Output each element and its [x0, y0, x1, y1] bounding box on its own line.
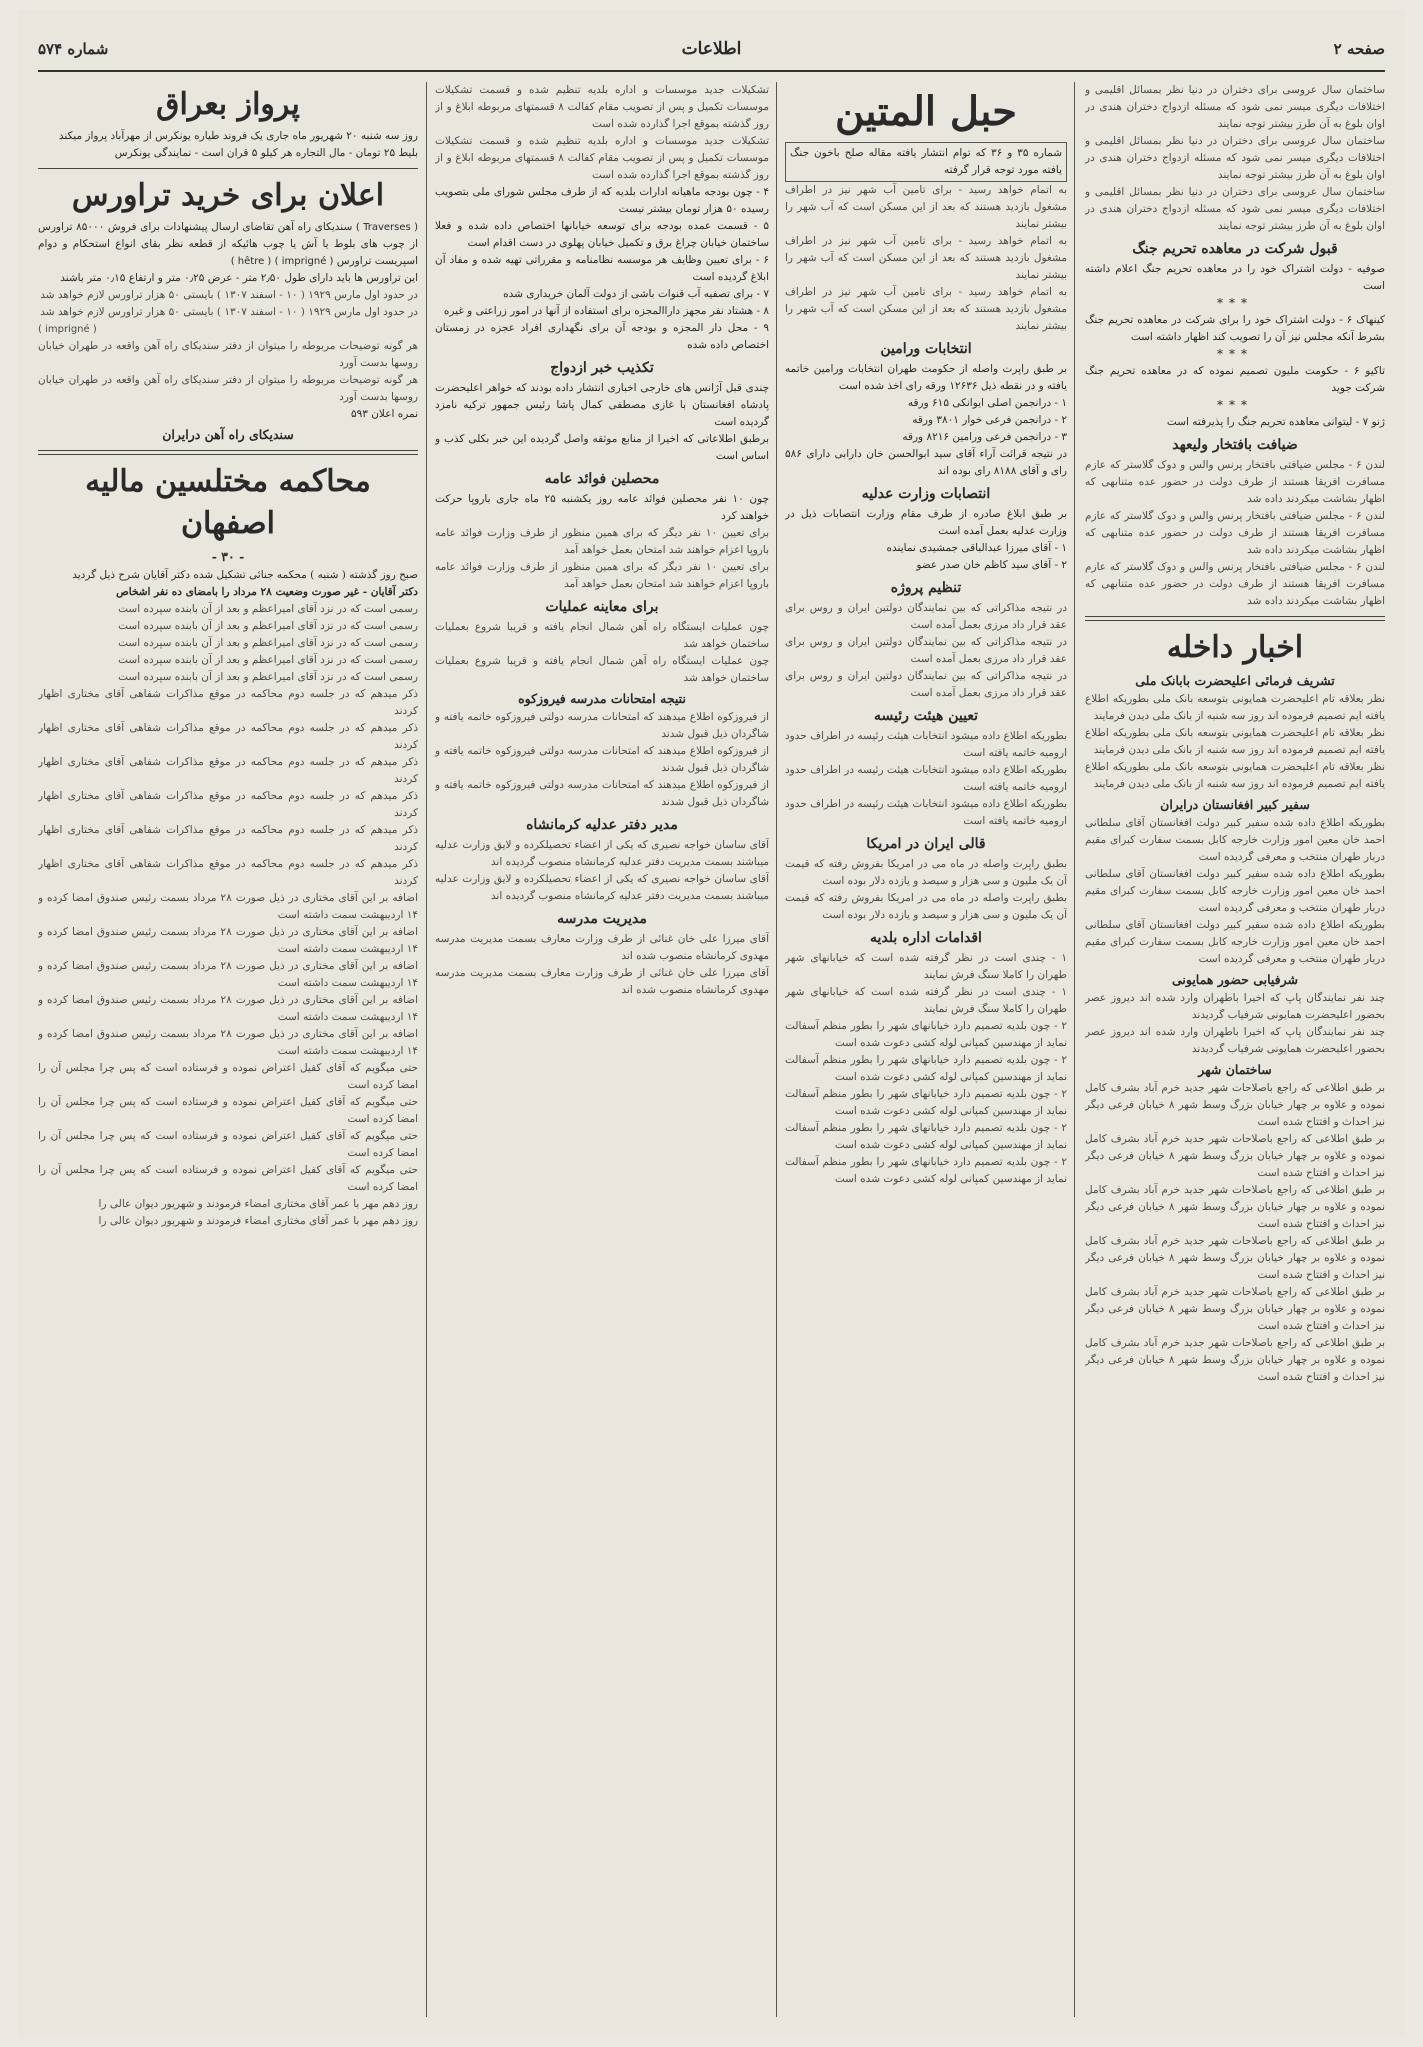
text-mohakeme-4: اضافه بر این آقای مختاری در ذیل صورت ۲۸ مرداد بسمت رئیس صندوق امضا کرده و ۱۴ اردیبهشت سمت داشته است اضافه بر این آقای مختاری در ذیل صورت ۲۸ مرداد بسمت رئیس صندوق امضا کرده و ۱۴ اردیبهشت سمت داشته است اضافه بر این آقای مختاری در ذیل صورت ۲۸ مرداد بسمت رئیس صندوق امضا کرده و ۱۴ اردیبهشت سمت داشته است اضافه بر این آقای مختاری در ذیل صورت ۲۸ مرداد بسمت رئیس صندوق امضا کرده و ۱۴ اردیبهشت سمت داشته است اضافه بر این آقای مختاری در ذیل صورت ۲۸ مرداد بسمت رئیس صندوق امضا کرده و ۱۴ اردیبهشت سمت داشته است	[38, 892, 418, 1057]
text-moayene: چون عملیات ایستگاه راه آهن شمال انجام یافته و قریبا شروع بعملیات ساختمان خواهد شد چون عملیات ایستگاه راه آهن شمال انجام یافته و قریبا شروع بعملیات ساختمان خواهد شد	[435, 621, 769, 684]
text-hablolmatin-intro: شماره ۳۵ و ۳۶ که توام انتشار یافته مقاله صلح باخون جنگ یافته مورد توجه قرار گرفته	[785, 142, 1067, 182]
item-6: ۶ - برای تعیین وظایف هر موسسه نظامنامه و مقرراتی تهیه شده و مفاد آن ابلاغ گردیده است	[435, 254, 769, 283]
text-entesabat: بر طبق ابلاغ صادره از طرف مقام وزارت انتصابات ذیل در وزارت عدلیه بعمل آمده است	[785, 508, 1067, 537]
text-safir: بطوریکه اطلاع داده شده سفیر کبیر دولت افغانستان آقای سلطانی احمد خان معین امور وزارت خارجه کابل بسمت سفارت کبرای مقیم دربار طهران منتخب و معرفی گردیده است بطوریکه اطلاع داده شده سفیر کبیر دولت افغانستان آقای سلطانی احمد خان معین امور وزارت خارجه کابل بسمت سفارت کبرای مقیم دربار طهران منتخب و معرفی گردیده است بطوریکه اطلاع داده شده سفیر کبیر دولت افغانستان آقای سلطانی احمد خان معین امور وزارت خارجه کابل بسمت سفارت کبرای مقیم دربار طهران منتخب و معرفی گردیده است	[1085, 817, 1385, 965]
text-kenya: کینهاک ۶ - دولت اشتراک خود را برای شرکت در معاهده تحریم جنگ بشرط آنکه مجلس نیز آن را تصویب کند اظهار داشته است	[1085, 314, 1385, 343]
headline-takzib: تکذیب خبر ازدواج	[550, 360, 654, 376]
ad-number: نمره اعلان ۵۹۳	[350, 408, 418, 420]
divider	[38, 450, 418, 455]
text-sharafyabi: چند نفر نمایندگان پاپ که اخیرا باطهران وارد شده اند دیروز عصر بحضور اعلیحضرت همایونی شرفیاب گردیدند چند نفر نمایندگان پاپ که اخیرا باطهران وارد شده اند دیروز عصر بحضور اعلیحضرت همایونی شرفیاب گردیدند	[1085, 992, 1385, 1055]
column-4	[38, 82, 418, 2017]
column-rule	[1074, 82, 1075, 2017]
section-title-domestic: اخبار داخله	[1166, 630, 1304, 665]
text-mohakeme-head: دکتر آقایان - غیر صورت وضعیت ۲۸ مرداد را بامضای ده نفر اشخاص	[116, 586, 418, 598]
headline-sharafyabi: شرفیابی حضور همایونی	[1171, 972, 1299, 987]
ad-signature: سندیکای راه آهن درایران	[162, 427, 294, 442]
item-4: ۴ - چون بودجه ماهیانه ادارات بلدیه که از طرف مجلس شورای ملی بتصویب رسیده ۵۰ هزار تومان بیشتر نیست	[435, 186, 769, 215]
headline-entekhabat: انتخابات ورامین	[880, 341, 972, 357]
mohakeme-session-number: - ۳۰ -	[211, 549, 245, 564]
newspaper-page	[18, 10, 1405, 2037]
text-modir: آقای ساسان خواجه نصیری که یکی از اعضاء تحصیلکرده و لایق وزارت عدلیه میباشند بسمت مدیریت دفتر عدلیه کرمانشاه منصوب گردیده اند آقای ساسان خواجه نصیری که یکی از اعضاء تحصیلکرده و لایق وزارت عدلیه میباشند بسمت مدیریت دفتر عدلیه کرمانشاه منصوب گردیده اند	[435, 839, 769, 902]
text-mohakeme-3: ذکر میدهم که در جلسه دوم محاکمه در موقع مذاکرات شفاهی آقای مختاری اظهار کردند ذکر میدهم که در جلسه دوم محاکمه در موقع مذاکرات شفاهی آقای مختاری اظهار کردند ذکر میدهم که در جلسه دوم محاکمه در موقع مذاکرات شفاهی آقای مختاری اظهار کردند ذکر میدهم که در جلسه دوم محاکمه در موقع مذاکرات شفاهی آقای مختاری اظهار کردند ذکر میدهم که در جلسه دوم محاکمه در موقع مذاکرات شفاهی آقای مختاری اظهار کردند ذکر میدهم که در جلسه دوم محاکمه در موقع مذاکرات شفاهی آقای مختاری اظهار کردند	[38, 688, 418, 887]
headline-elan: اعلان برای خرید تراورس	[71, 178, 385, 213]
item-8: ۸ - هشتاد نفر مجهز داراالمجزه برای استفاده از آنها در امور زراعتی و غیره	[443, 305, 769, 317]
text-natije: از فیروزکوه اطلاع میدهند که امتحانات مدرسه دولتی فیروزکوه خاتمه یافته و شاگردان ذیل قبول شدند از فیروزکوه اطلاع میدهند که امتحانات مدرسه دولتی فیروزکوه خاتمه یافته و شاگردان ذیل قبول شدند از فیروزکوه اطلاع میدهند که امتحانات مدرسه دولتی فیروزکوه خاتمه یافته و شاگردان ذیل قبول شدند	[435, 711, 769, 808]
latin-term: ( Traverses )	[355, 222, 418, 233]
article-intro: ساختمان سال عروسی برای دختران در دنیا نظر بمسائل اقلیمی و اختلافات دیگری میسر نمی شود که مسئله ازدواج دختران هندی در اوان بلوغ به آن طرز بیشتر توجه نمایند ساختمان سال عروسی برای دختران در دنیا نظر بمسائل اقلیمی و اختلافات دیگری میسر نمی شود که مسئله ازدواج دختران هندی در اوان بلوغ به آن طرز بیشتر توجه نمایند ساختمان سال عروسی برای دختران در دنیا نظر بمسائل اقلیمی و اختلافات دیگری میسر نمی شود که مسئله ازدواج دختران هندی در اوان بلوغ به آن طرز بیشتر توجه نمایند	[1085, 84, 1385, 232]
text-mohakeme-6: روز دهم مهر با عمر آقای مختاری امضاء فرمودند و شهریور دیوان عالی را روز دهم مهر با عمر آقای مختاری امضاء فرمودند و شهریور دیوان عالی را	[98, 1198, 418, 1227]
headline-modiriat: مدیریت مدرسه	[557, 911, 647, 927]
text-result: در نتیجه قرائت آراء آقای سید ابوالحسن خان دارابی دارای ۵۸۶ رای و آقای ۸۱۸۸ رای بوده اند	[785, 448, 1067, 477]
text-mohakeme-5: حتی میگویم که آقای کفیل اعتراض نموده و فرستاده است که پس چرا مجلس آن را امضا کرده است حتی میگویم که آقای کفیل اعتراض نموده و فرستاده است که پس چرا مجلس آن را امضا کرده است حتی میگویم که آقای کفیل اعتراض نموده و فرستاده است که پس چرا مجلس آن را امضا کرده است حتی میگویم که آقای کفیل اعتراض نموده و فرستاده است که پس چرا مجلس آن را امضا کرده است	[38, 1062, 418, 1193]
separator-stars: ***	[1217, 398, 1253, 412]
text-elan-3: در حدود اول مارس ۱۹۲۹ ( ۱۰ - اسفند ۱۳۰۷ ) بایستی ۵۰ هزار تراورس لازم خواهد شد در حدود اول مارس ۱۹۲۹ ( ۱۰ - اسفند ۱۳۰۷ ) بایستی ۵۰ هزار تراورس لازم خواهد شد ( imprigné )	[38, 287, 418, 338]
item-9: ۹ - محل دار المجزه و بودجه آن برای نگهداری افراد عجزه در زمستان اختصاص داده شده	[435, 322, 769, 351]
column-3	[435, 82, 769, 2017]
text-ghabul: صوفیه - دولت اشتراک خود را در معاهده تحریم جنگ اعلام داشته است	[1085, 263, 1385, 292]
text-modiriat: آقای میرزا علی خان غنائی از طرف وزارت معارف بسمت مدیریت مدرسه مهدوی کرمانشاه منصوب شده اند آقای میرزا علی خان غنائی از طرف وزارت معارف بسمت مدیریت مدرسه مهدوی کرمانشاه منصوب شده اند	[435, 933, 769, 996]
column-rule	[426, 82, 427, 2017]
result-line-1: ۱ - درانجمن اصلی ایوانکی ۶۱۵ ورقه	[907, 397, 1067, 409]
page-header	[38, 28, 1385, 72]
text-elan-4: هر گونه توضیحات مربوطه را میتوان از دفتر سندیکای راه آهن واقعه در طهران خیابان روسها بدست آورد هر گونه توضیحات مربوطه را میتوان از دفتر سندیکای راه آهن واقعه در طهران خیابان روسها بدست آورد	[38, 340, 418, 403]
result-line-2: ۲ - درانجمن فرعی خوار ۳۸۰۱ ورقه	[912, 414, 1067, 426]
headline-tanzim: تنظیم پروژه	[890, 580, 962, 596]
text-takzib: چندی قبل آژانس های خارجی اخباری انتشار داده بودند که خواهر اعلیحضرت پادشاه افغانستان با غازی مصطفی کمال پاشا رئیس جمهور ترکیه نامزد گردیده است	[435, 382, 769, 428]
headline-ghali: قالی ایران در امریکا	[866, 836, 986, 852]
text-ziafat: لندن ۶ - مجلس ضیافتی بافتخار پرنس والس و دوک گلاستر که عازم مسافرت افریقا هستند از طرف دولت در حضور عده متنابهی که اظهار بشاشت میکردند داده شد لندن ۶ - مجلس ضیافتی بافتخار پرنس والس و دوک گلاستر که عازم مسافرت افریقا هستند از طرف دولت در حضور عده متنابهی که اظهار بشاشت میکردند داده شد لندن ۶ - مجلس ضیافتی بافتخار پرنس والس و دوک گلاستر که عازم مسافرت افریقا هستند از طرف دولت در حضور عده متنابهی که اظهار بشاشت میکردند داده شد	[1085, 459, 1385, 607]
text-elan: ( Traverses ) سندیکای راه آهن تقاضای ارسال پیشنهادات برای فروش ۸۵۰۰۰ تراورس از چوب های بلوط یا آش یا چوب هائیکه از قطعه نظر بقای انواع استحکام و دوام اسپریست تراورس ( hêtre ) ( imprigné )	[38, 221, 418, 267]
headline-tashrif: تشریف فرمائی اعلیحضرت بابانک ملی	[1135, 673, 1335, 688]
page-number: صفحه ۲	[1333, 40, 1385, 58]
headline-entesabat: انتصابات وزارت عدلیه	[861, 486, 991, 502]
text-eghdamat: ۱ - چندی است در نظر گرفته شده است که خیابانهای شهر طهران را کاملا سنگ فرش نمایند ۱ - چندی است در نظر گرفته شده است که خیابانهای شهر طهران را کاملا سنگ فرش نمایند ۲ - چون بلدیه تصمیم دارد خیابانهای شهر را بطور منظم آسفالت نماید از مهندسین کمپانی لوله کشی دعوت شده است ۲ - چون بلدیه تصمیم دارد خیابانهای شهر را بطور منظم آسفالت نماید از مهندسین کمپانی لوله کشی دعوت شده است ۲ - چون بلدیه تصمیم دارد خیابانهای شهر را بطور منظم آسفالت نماید از مهندسین کمپانی لوله کشی دعوت شده است ۲ - چون بلدیه تصمیم دارد خیابانهای شهر را بطور منظم آسفالت نماید از مهندسین کمپانی لوله کشی دعوت شده است ۲ - چون بلدیه تصمیم دارد خیابانهای شهر را بطور منظم آسفالت نماید از مهندسین کمپانی لوله کشی دعوت شده است	[785, 952, 1067, 1185]
text-mohasselin-2: برای تعیین ۱۰ نفر دیگر که برای همین منظور از طرف وزارت فوائد عامه باروپا اعزام خواهند شد امتحان بعمل خواهد آمد برای تعیین ۱۰ نفر دیگر که برای همین منظور از طرف وزارت فوائد عامه باروپا اعزام خواهند شد امتحان بعمل خواهد آمد	[435, 527, 769, 590]
text-parvaz-price: بلیط ۲۵ تومان - مال التجاره هر کیلو ۵ قران است - نمایندگی یونکرس	[114, 147, 418, 159]
item-7: ۷ - برای تصفیه آب قنوات باشی از دولت آلمان خریداری شده	[503, 288, 769, 300]
headline-modir: مدیر دفتر عدلیه کرمانشاه	[526, 817, 678, 833]
headline-ghabul: قبول شرکت در معاهده تحریم جنگ	[1132, 241, 1338, 257]
text-tashkilat: تشکیلات جدید موسسات و اداره بلدیه تنظیم شده و قسمت تشکیلات موسسات تکمیل و پس از تصویب مقام کفالت ۸ قسمتهای مربوطه ابلاغ و از روز گذشته بموقع اجرا گذارده شده است تشکیلات جدید موسسات و اداره بلدیه تنظیم شده و قسمت تشکیلات موسسات تکمیل و پس از تصویب مقام کفالت ۸ قسمتهای مربوطه ابلاغ و از روز گذشته بموقع اجرا گذارده شده است	[435, 84, 769, 181]
headline-mohakeme: محاکمه مختلسین مالیه اصفهان	[85, 464, 371, 541]
text-sakhteman: بر طبق اطلاعی که راجع باصلاحات شهر جدید خرم آباد بشرف کامل نموده و علاوه بر چهار خیابان بزرگ وسط شهر ۸ خیابان فرعی دیگر نیز احداث و افتتاح شده است بر طبق اطلاعی که راجع باصلاحات شهر جدید خرم آباد بشرف کامل نموده و علاوه بر چهار خیابان بزرگ وسط شهر ۸ خیابان فرعی دیگر نیز احداث و افتتاح شده است بر طبق اطلاعی که راجع باصلاحات شهر جدید خرم آباد بشرف کامل نموده و علاوه بر چهار خیابان بزرگ وسط شهر ۸ خیابان فرعی دیگر نیز احداث و افتتاح شده است بر طبق اطلاعی که راجع باصلاحات شهر جدید خرم آباد بشرف کامل نموده و علاوه بر چهار خیابان بزرگ وسط شهر ۸ خیابان فرعی دیگر نیز احداث و افتتاح شده است بر طبق اطلاعی که راجع باصلاحات شهر جدید خرم آباد بشرف کامل نموده و علاوه بر چهار خیابان بزرگ وسط شهر ۸ خیابان فرعی دیگر نیز احداث و افتتاح شده است بر طبق اطلاعی که راجع باصلاحات شهر جدید خرم آباد بشرف کامل نموده و علاوه بر چهار خیابان بزرگ وسط شهر ۸ خیابان فرعی دیگر نیز احداث و افتتاح شده است	[1085, 1082, 1385, 1383]
headline-natije: نتیجه امتحانات مدرسه فیروزکوه	[518, 691, 686, 706]
headline-mohasselin: محصلین فوائد عامه	[544, 471, 660, 487]
text-parvaz: روز سه شنبه ۲۰ شهریور ماه جاری یک فروند طیاره یونکرس از مهرآباد پرواز میکند	[58, 130, 418, 142]
text-mohasselin: چون ۱۰ نفر محصلین فوائد عامه روز یکشنبه ۲۵ ماه جاری باروپا حرکت خواهند کرد	[435, 493, 769, 522]
headline-moayene: برای معاینه عملیات	[545, 599, 659, 615]
latin-term: ( imprigné )	[274, 256, 334, 267]
divider	[38, 168, 418, 169]
headline-eghdamat: اقدامات اداره بلدیه	[870, 930, 982, 946]
headline-tayin: تعیین هیئت رئیسه	[874, 708, 978, 724]
appointment-1: ۱ - آقای میرزا عبدالباقی جمشیدی نماینده	[886, 542, 1067, 554]
latin-term: ( imprigné )	[38, 324, 97, 335]
separator-stars: ***	[1217, 296, 1253, 310]
column-rule	[776, 82, 777, 2017]
text-body1: به اتمام خواهد رسید - برای تامین آب شهر نیز در اطراف مشغول بازدید هستند که بعد از این مسکن است که آب شهر را بیشتر نمایند به اتمام خواهد رسید - برای تامین آب شهر نیز در اطراف مشغول بازدید هستند که بعد از این مسکن است که آب شهر را بیشتر نمایند به اتمام خواهد رسید - برای تامین آب شهر نیز در اطراف مشغول بازدید هستند که بعد از این مسکن است که آب شهر را بیشتر نمایند	[785, 184, 1067, 332]
text-tayin: بطوریکه اطلاع داده میشود انتخابات هیئت رئیسه در اطراف حدود ارومیه خاتمه یافته است بطوریکه اطلاع داده میشود انتخابات هیئت رئیسه در اطراف حدود ارومیه خاتمه یافته است بطوریکه اطلاع داده میشود انتخابات هیئت رئیسه در اطراف حدود ارومیه خاتمه یافته است	[785, 730, 1067, 827]
divider	[1085, 616, 1385, 621]
headline-parvaz: پرواز بعراق	[156, 87, 300, 122]
text-tokyo: تاکیو ۶ - حکومت ملیون تصمیم نموده که در معاهده تحریم جنگ شرکت جوید	[1085, 365, 1385, 394]
text-elan-2: این تراورس ها باید دارای طول ۲٫۵۰ متر - عرض ۰٫۲۵ متر و ارتفاع ۰٫۱۵ متر باشند	[60, 272, 418, 284]
headline-sakhteman: ساختمان شهر	[1198, 1062, 1272, 1077]
text-entekhabat: بر طبق راپرت واصله از حکومت طهران انتخابات ورامین خاتمه یافته و در نقطه ذیل ۱۲۶۳۶ ورقه رای اخذ شده است	[785, 363, 1067, 392]
text-mohakeme-2: رسمی است که در نزد آقای امیراعظم و بعد از آن بابنده سپرده است رسمی است که در نزد آقای امیراعظم و بعد از آن بابنده سپرده است رسمی است که در نزد آقای امیراعظم و بعد از آن بابنده سپرده است رسمی است که در نزد آقای امیراعظم و بعد از آن بابنده سپرده است رسمی است که در نزد آقای امیراعظم و بعد از آن بابنده سپرده است	[118, 603, 418, 683]
item-5: ۵ - قسمت عمده بودجه برای توسعه خیابانها اختصاص داده شده و فعلا ساختمان خیابان چراغ برق و تکمیل خیابان پهلوی در دست اقدام است	[435, 220, 769, 249]
text-lithuania: ژنو ۷ - لیتوانی معاهده تحریم جنگ را پذیرفته است	[1166, 416, 1385, 428]
text-ghali: بطبق راپرت واصله در ماه می در امریکا بفروش رفته که قیمت آن یک ملیون و سی هزار و سیصد و یازده دلار بوده است بطبق راپرت واصله در ماه می در امریکا بفروش رفته که قیمت آن یک ملیون و سی هزار و سیصد و یازده دلار بوده است	[785, 858, 1067, 921]
issue-number: شماره ۵۷۴	[38, 40, 109, 58]
separator-stars: ***	[1217, 347, 1253, 361]
text-tashrif: نظر بعلاقه تام اعلیحضرت همایونی بتوسعه بانک ملی بطوریکه اطلاع یافته ایم تصمیم فرموده اند روز سه شنبه از بانک ملی دیدن فرمایند نظر بعلاقه تام اعلیحضرت همایونی بتوسعه بانک ملی بطوریکه اطلاع یافته ایم تصمیم فرموده اند روز سه شنبه از بانک ملی دیدن فرمایند نظر بعلاقه تام اعلیحضرت همایونی بتوسعه بانک ملی بطوریکه اطلاع یافته ایم تصمیم فرموده اند روز سه شنبه از بانک ملی دیدن فرمایند	[1085, 693, 1385, 790]
text-tanzim: در نتیجه مذاکراتی که بین نمایندگان دولتین ایران و روس برای عقد قرار داد مرزی بعمل آمده است در نتیجه مذاکراتی که بین نمایندگان دولتین ایران و روس برای عقد قرار داد مرزی بعمل آمده است در نتیجه مذاکراتی که بین نمایندگان دولتین ایران و روس برای عقد قرار داد مرزی بعمل آمده است	[785, 602, 1067, 699]
headline-safir: سفیر کبیر افغانستان درایران	[1160, 797, 1310, 812]
text-mohakeme-1: صبح روز گذشته ( شنبه ) محکمه جنائی تشکیل شده دکتر آقایان شرح ذیل گردید	[72, 569, 418, 581]
column-2	[785, 82, 1067, 2017]
text-takzib-2: برطبق اطلاعاتی که اخیرا از منابع موثقه واصل گردیده این خبر بکلی کذب و اساس است	[435, 433, 769, 462]
column-1	[1085, 82, 1385, 2017]
newspaper-name: اطلاعات	[681, 39, 742, 59]
appointment-2: ۲ - آقای سید کاظم خان صدر عضو	[916, 559, 1067, 571]
latin-term: ( hêtre )	[230, 256, 272, 267]
headline-ziafat: ضیافت بافتخار ولیعهد	[1172, 437, 1298, 453]
masthead-hablolmatin: حبل المتین	[834, 88, 1018, 135]
result-line-3: ۳ - درانجمن فرعی ورامین ۸۲۱۶ ورقه	[902, 431, 1067, 443]
